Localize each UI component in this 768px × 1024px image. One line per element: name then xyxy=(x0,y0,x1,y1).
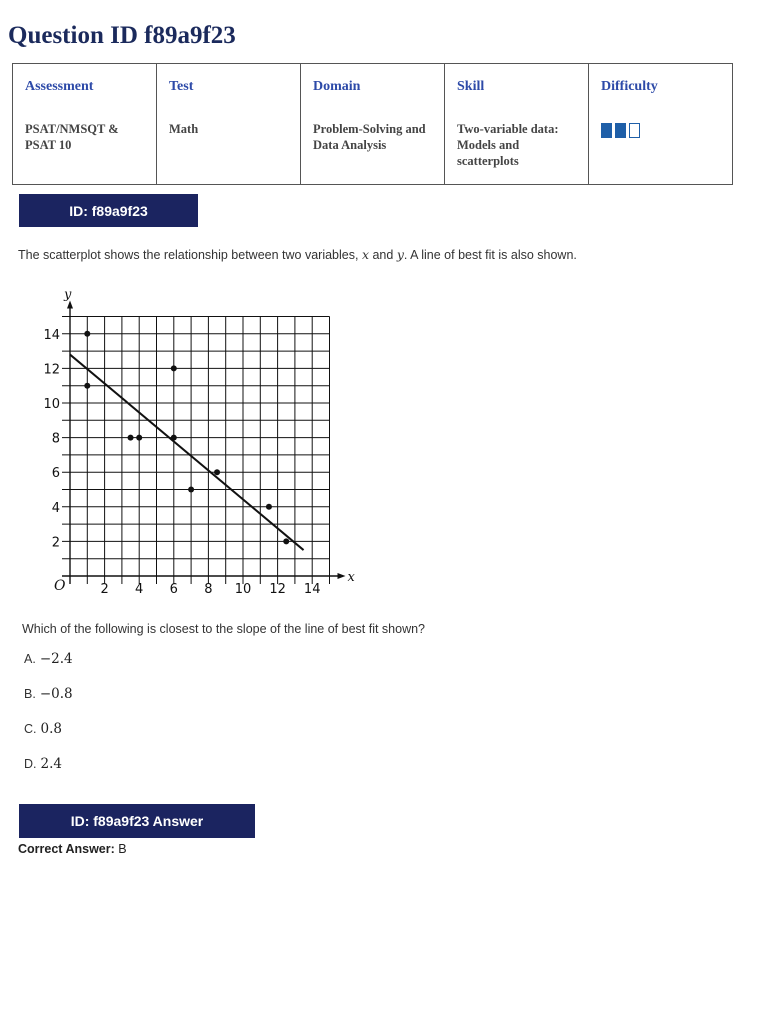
correct-answer xyxy=(18,842,127,856)
meta-value-assessment: PSAT/NMSQT & PSAT 10 xyxy=(25,122,119,152)
choice-b-letter: B. xyxy=(24,687,36,701)
x-tick-label: 4 xyxy=(135,582,144,597)
x-tick-label: 2 xyxy=(100,582,109,597)
choice-d-letter: D. xyxy=(24,757,37,771)
y-tick-label: 2 xyxy=(51,535,60,551)
correct-answer-label: Correct Answer: xyxy=(18,842,115,856)
meta-header-domain: Domain xyxy=(313,79,361,94)
x-axis-arrow xyxy=(338,573,346,579)
choice-d-value: 2.4 xyxy=(40,756,62,772)
question-stem xyxy=(18,247,577,262)
x-tick-label: 14 xyxy=(303,582,321,597)
x-tick-label: 6 xyxy=(169,582,178,597)
meta-header-difficulty: Difficulty xyxy=(601,79,658,94)
x-tick-label: 10 xyxy=(234,582,252,597)
meta-cell-test xyxy=(157,64,301,185)
variable-y: y xyxy=(396,247,404,262)
scatterplot-chart xyxy=(40,278,360,603)
y-tick-label: 6 xyxy=(51,466,60,482)
x-axis-label: x xyxy=(347,570,355,585)
x-tick-label: 8 xyxy=(204,582,213,597)
y-tick-label: 10 xyxy=(43,397,60,412)
choice-a[interactable] xyxy=(24,651,73,667)
variable-x: x xyxy=(361,247,369,262)
choice-b-value: −0.8 xyxy=(39,686,73,702)
data-point xyxy=(171,435,177,441)
y-tick-label: 12 xyxy=(43,362,60,378)
meta-header-assessment: Assessment xyxy=(25,79,94,94)
choice-b[interactable] xyxy=(24,686,73,702)
y-tick-label: 8 xyxy=(51,431,60,447)
difficulty-box-empty xyxy=(629,123,640,138)
question-prompt: Which of the following is closest to the slope of the line of best fit shown? xyxy=(22,622,425,636)
meta-value-domain: Problem-Solving and Data Analysis xyxy=(313,122,426,152)
choice-c-letter: C. xyxy=(24,722,37,736)
meta-value-skill: Two-variable data: Models and scatterplots xyxy=(457,122,559,168)
meta-value-test: Math xyxy=(169,122,199,136)
choice-c-value: 0.8 xyxy=(40,721,62,737)
question-id-banner: ID: f89a9f23 xyxy=(19,194,198,227)
page-title: Question ID f89a9f23 xyxy=(8,22,236,49)
data-point xyxy=(84,383,90,389)
data-point xyxy=(136,435,142,441)
choice-c[interactable] xyxy=(24,721,62,737)
data-point xyxy=(128,435,134,441)
stem-text-and: and xyxy=(369,248,397,262)
data-point xyxy=(283,538,289,544)
y-tick-label: 4 xyxy=(51,500,60,516)
x-tick-label: 12 xyxy=(269,582,286,597)
meta-cell-domain xyxy=(301,64,445,185)
meta-header-skill: Skill xyxy=(457,79,485,94)
meta-cell-difficulty xyxy=(589,64,733,185)
data-point xyxy=(266,504,272,510)
difficulty-meter xyxy=(601,123,720,138)
stem-text-start: The scatterplot shows the relationship between two variables, xyxy=(18,248,362,262)
answer-id-banner: ID: f89a9f23 Answer xyxy=(19,804,255,838)
data-point xyxy=(171,365,177,371)
data-point xyxy=(188,487,194,493)
data-point xyxy=(214,469,220,475)
difficulty-box-filled xyxy=(615,123,626,138)
y-tick-label: 14 xyxy=(43,327,60,343)
difficulty-box-filled xyxy=(601,123,612,138)
meta-cell-assessment xyxy=(13,64,157,185)
data-point xyxy=(84,331,90,337)
choice-d[interactable] xyxy=(24,756,62,772)
choice-a-value: −2.4 xyxy=(39,651,73,667)
choice-a-letter: A. xyxy=(24,652,36,666)
question-metadata-table xyxy=(12,63,733,185)
y-axis-label: y xyxy=(64,287,72,303)
meta-cell-skill xyxy=(445,64,589,185)
origin-label: O xyxy=(54,578,66,594)
stem-text-end: . A line of best fit is also shown. xyxy=(403,248,577,262)
meta-header-test: Test xyxy=(169,79,194,94)
correct-answer-value: B xyxy=(118,842,127,856)
